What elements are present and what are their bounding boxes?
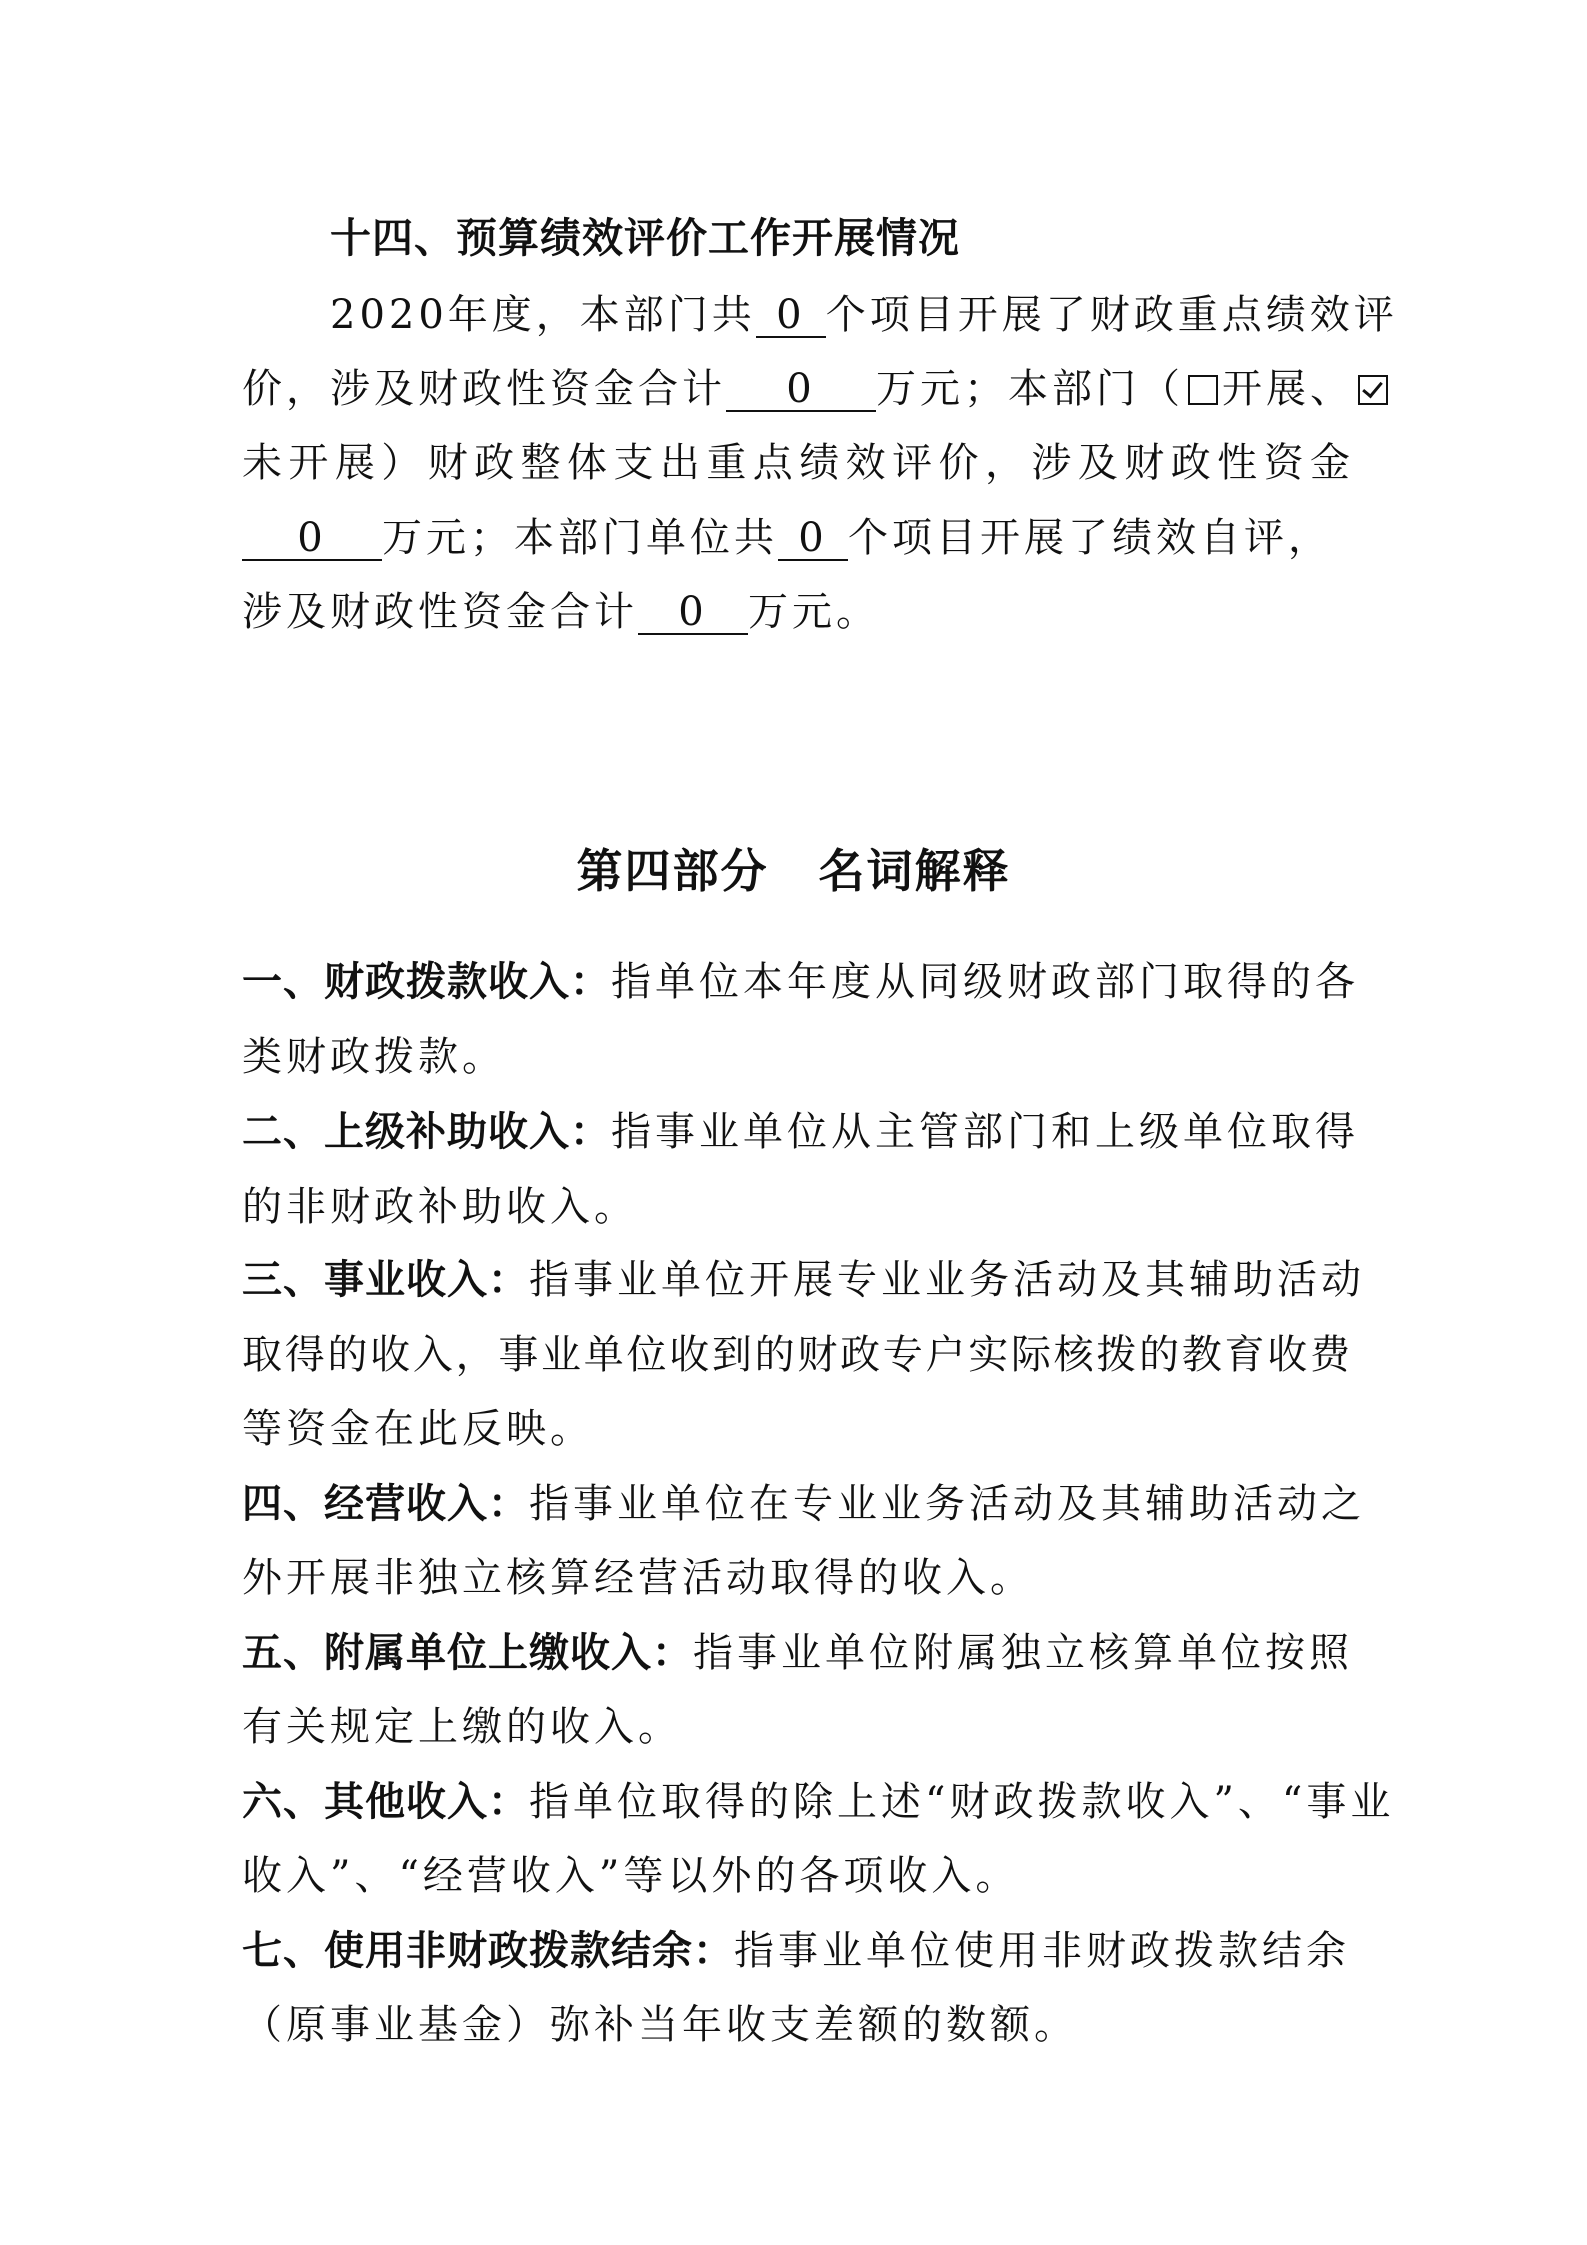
section-14-line-2: 价，涉及财政性资金合计 0 万元；本部门（ 开展、 [242, 357, 1392, 414]
term-1-line-2: 类财政拨款。 [242, 1034, 506, 1080]
term-5-line-2: 有关规定上缴的收入。 [242, 1704, 682, 1750]
checkbox-checked-icon [1358, 375, 1388, 405]
part-4-title: 第四部分 名词解释 [576, 844, 1011, 898]
term-label: 六、其他收入： [242, 1779, 529, 1825]
term-6-line-2: 收入”、“经营收入”等以外的各项收入。 [242, 1853, 1020, 1899]
term-6: 六、其他收入：指单位取得的除上述“财政拨款收入”、“事业 [242, 1779, 1395, 1825]
term-4: 四、经营收入：指事业单位在专业业务活动及其辅助活动之 [242, 1481, 1365, 1527]
term-3-line-3: 等资金在此反映。 [242, 1406, 594, 1452]
term-label: 三、事业收入： [242, 1257, 529, 1303]
section-14-line-1: 2020年度，本部门共 0 个项目开展了财政重点绩效评 [330, 292, 1398, 338]
term-2: 二、上级补助收入：指事业单位从主管部门和上级单位取得 [242, 1109, 1359, 1155]
funds-total: 0 [726, 368, 876, 412]
section-14-line-4: 0 万元；本部门单位共 0 个项目开展了绩效自评， [242, 506, 1332, 563]
term-5: 五、附属单位上缴收入：指事业单位附属独立核算单位按照 [242, 1630, 1353, 1676]
term-label: 二、上级补助收入： [242, 1109, 611, 1155]
term-7-line-2: （原事业基金）弥补当年收支差额的数额。 [242, 2002, 1078, 2048]
section-14-line-3: 未开展）财政整体支出重点绩效评价，涉及财政性资金 [242, 440, 1352, 486]
funds-overall: 0 [242, 517, 382, 561]
term-4-line-2: 外开展非独立核算经营活动取得的收入。 [242, 1555, 1034, 1601]
term-3: 三、事业收入：指事业单位开展专业业务活动及其辅助活动 [242, 1257, 1365, 1303]
term-2-line-2: 的非财政补助收入。 [242, 1184, 638, 1230]
checkbox-unchecked-icon [1188, 375, 1218, 405]
term-label: 七、使用非财政拨款结余： [242, 1928, 734, 1974]
self-eval-count: 0 [778, 517, 848, 561]
section-14-title: 十四、预算绩效评价工作开展情况 [330, 214, 960, 262]
term-3-line-2: 取得的收入，事业单位收到的财政专户实际核拨的教育收费 [242, 1332, 1352, 1378]
section-14-line-5: 涉及财政性资金合计 0 万元。 [242, 589, 880, 635]
term-1: 一、财政拨款收入：指单位本年度从同级财政部门取得的各 [242, 959, 1359, 1005]
term-7: 七、使用非财政拨款结余：指事业单位使用非财政拨款结余 [242, 1928, 1350, 1974]
term-label: 五、附属单位上缴收入： [242, 1630, 693, 1676]
term-label: 一、财政拨款收入： [242, 959, 611, 1005]
projects-count: 0 [756, 294, 826, 338]
self-eval-funds: 0 [638, 591, 748, 635]
term-label: 四、经营收入： [242, 1481, 529, 1527]
